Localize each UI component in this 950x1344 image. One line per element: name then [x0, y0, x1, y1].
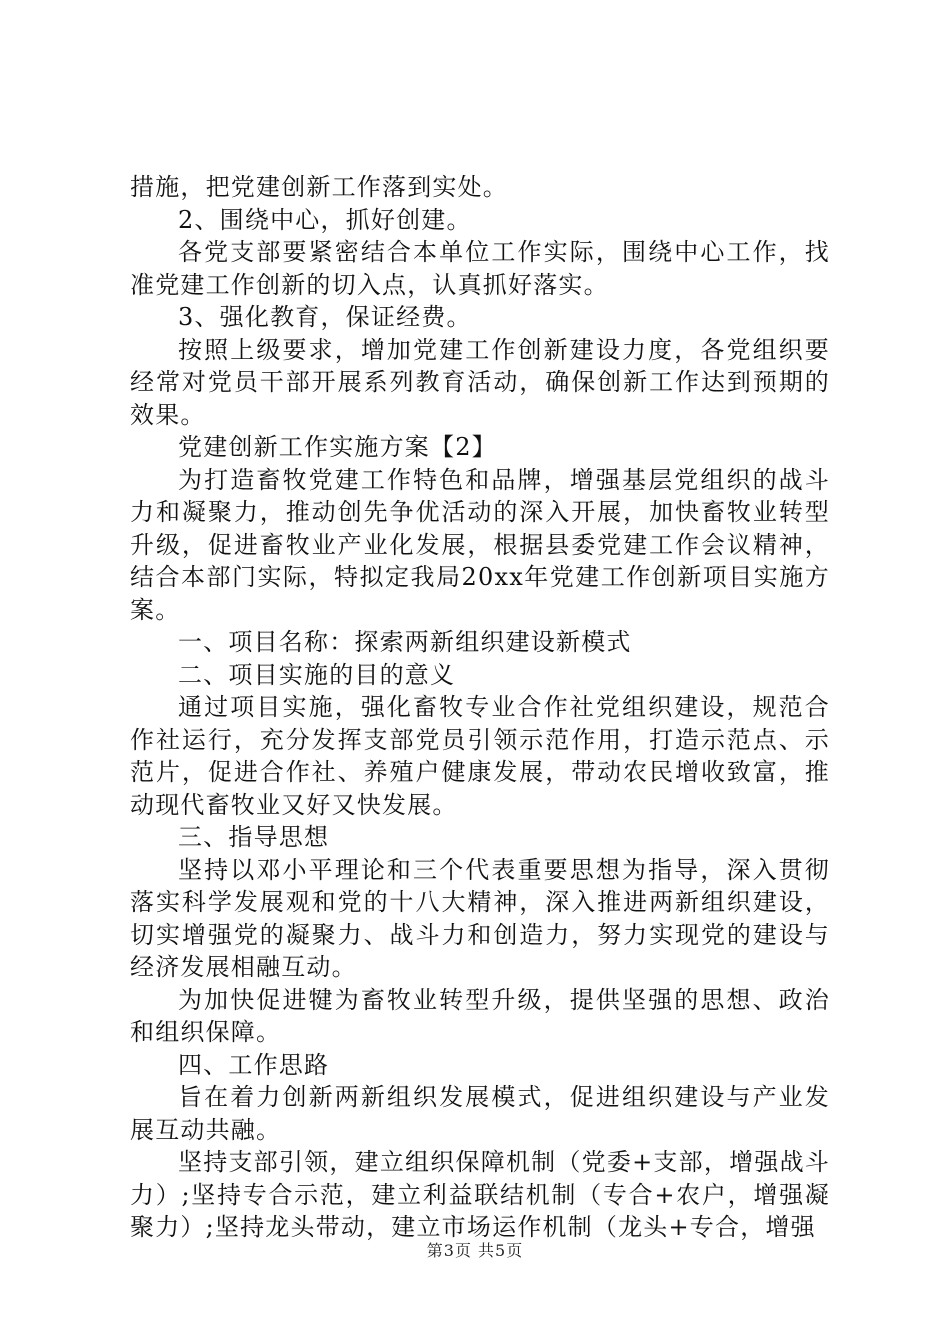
paragraph: 为加快促进犍为畜牧业转型升级，提供坚强的思想、政治和组织保障。	[130, 985, 830, 1046]
paragraph: 旨在着力创新两新组织发展模式，促进组织建设与产业发展互动共融。	[130, 1083, 830, 1144]
paragraph: 坚持支部引领，建立组织保障机制（党委+支部，增强战斗力）;坚持专合示范，建立利益联结机制（专合+农户，增强凝聚力）;坚持龙头带动，建立市场运作机制（龙头+专合，增强	[130, 1148, 830, 1241]
paragraph: 措施，把党建创新工作落到实处。	[130, 173, 508, 201]
paragraph: 三、指导思想	[178, 823, 330, 851]
paragraph: 为打造畜牧党建工作特色和品牌，增强基层党组织的战斗力和凝聚力，推动创先争优活动的深入开展，加快畜牧业转型升级，促进畜牧业产业化发展，根据县委党建工作会议精神，结合本部门实际，特拟定我局20xx年党建工作创新项目实施方案。	[130, 465, 830, 624]
paragraph: 党建创新工作实施方案【2】	[178, 433, 497, 461]
paragraph: 通过项目实施，强化畜牧专业合作社党组织建设，规范合作社运行，充分发挥支部党员引领示范作用，打造示范点、示范片，促进合作社、养殖户健康发展，带动农民增收致富，推动现代畜牧业又好又快发展。	[130, 693, 830, 819]
paragraph: 2、围绕中心，抓好创建。	[178, 205, 472, 234]
paragraph: 坚持以邓小平理论和三个代表重要思想为指导，深入贯彻落实科学发展观和党的十八大精神，深入推进两新组织建设，切实增强党的凝聚力、战斗力和创造力，努力实现党的建设与经济发展相融互动。	[130, 855, 830, 981]
paragraph: 各党支部要紧密结合本单位工作实际，围绕中心工作，找准党建工作创新的切入点，认真抓好落实。	[130, 238, 830, 299]
paragraph: 二、项目实施的目的意义	[178, 660, 456, 689]
paragraph: 按照上级要求，增加党建工作创新建设力度，各党组织要经常对党员干部开展系列教育活动，确保创新工作达到预期的效果。	[130, 335, 830, 429]
paragraph: 3、强化教育，保证经费。	[178, 303, 472, 331]
paragraph: 四、工作思路	[178, 1050, 330, 1079]
paragraph: 一、项目名称：探索两新组织建设新模式	[178, 628, 632, 656]
page-footer: 第3页 共5页	[426, 1241, 524, 1260]
document-body	[130, 171, 830, 1244]
